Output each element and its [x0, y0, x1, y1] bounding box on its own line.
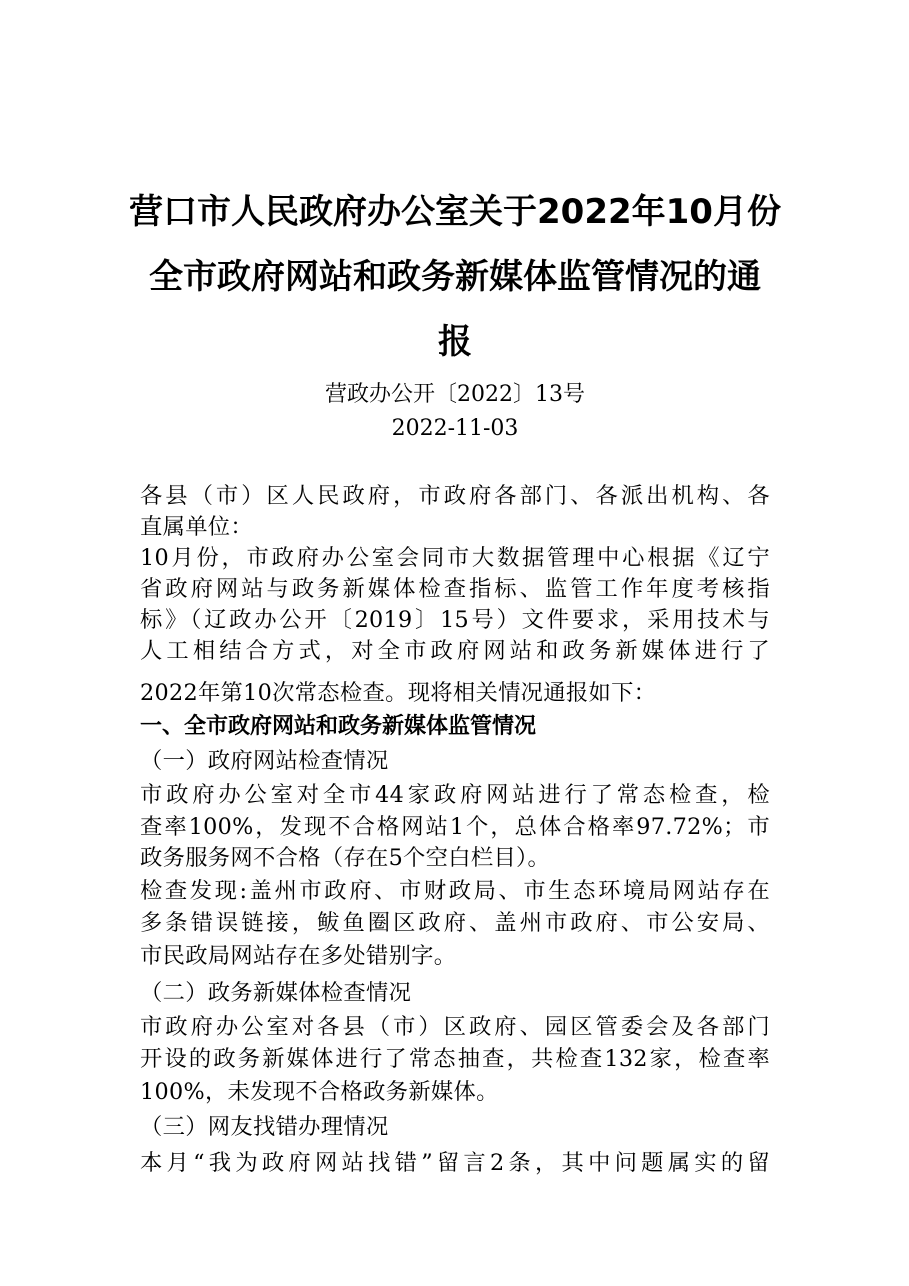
intro-line-4: 人工相结合方式，对全市政府网站和政务新媒体进行了 — [140, 638, 770, 664]
subsection-1-para-2-line-3: 市民政局网站存在多处错别字。 — [140, 943, 457, 969]
subsection-2-para-line-1: 市政府办公室对各县（市）区政府、园区管委会及各部门 — [140, 1014, 770, 1040]
intro-line-5: 2022年第10次常态检查。现将相关情况通报如下： — [140, 680, 657, 706]
addressee-line-1: 各县（市）区人民政府，市政府各部门、各派出机构、各 — [140, 483, 770, 509]
intro-line-1: 10月份，市政府办公室会同市大数据管理中心根据《辽宁 — [140, 545, 770, 571]
subsection-2-para-line-3: 100%，未发现不合格政务新媒体。 — [140, 1079, 499, 1105]
subsection-3-heading: （三）网友找错办理情况 — [140, 1114, 389, 1140]
subsection-1-para-1-line-3: 政务服务网不合格（存在5个空白栏目）。 — [140, 845, 551, 871]
subsection-1-para-1-line-2: 查率100%，发现不合格网站1个，总体合格率97.72%；市 — [140, 814, 770, 840]
subsection-1-para-2-line-1: 检查发现:盖州市政府、市财政局、市生态环境局网站存在 — [140, 878, 770, 904]
intro-line-2: 省政府网站与政务新媒体检查指标、监管工作年度考核指 — [140, 576, 770, 602]
document-title-line-1: 营口市人民政府办公室关于2022年10月份 — [129, 192, 781, 232]
section-1-heading: 一、全市政府网站和政务新媒体监管情况 — [140, 714, 537, 739]
subsection-2-heading: （二）政务新媒体检查情况 — [140, 980, 412, 1006]
document-title-line-3: 报 — [438, 322, 472, 362]
document-number: 营政办公开〔2022〕13号 — [325, 382, 585, 407]
addressee-line-2: 直属单位： — [140, 514, 253, 540]
subsection-1-heading: （一）政府网站检查情况 — [140, 748, 389, 774]
subsection-1-para-1-line-1: 市政府办公室对全市44家政府网站进行了常态检查，检 — [140, 782, 770, 808]
subsection-1-para-2-line-2: 多条错误链接，鲅鱼圈区政府、盖州市政府、市公安局、 — [140, 910, 770, 936]
document-date: 2022-11-03 — [391, 416, 519, 441]
intro-line-3: 标》（辽政办公开〔2019〕15号）文件要求，采用技术与 — [140, 607, 770, 633]
subsection-2-para-line-2: 开设的政务新媒体进行了常态抽查，共检查132家，检查率 — [140, 1046, 770, 1072]
document-title-line-2: 全市政府网站和政务新媒体监管情况的通 — [149, 257, 761, 297]
subsection-3-para-line-1: 本月“我为政府网站找错”留言2条，其中问题属实的留 — [140, 1150, 770, 1176]
